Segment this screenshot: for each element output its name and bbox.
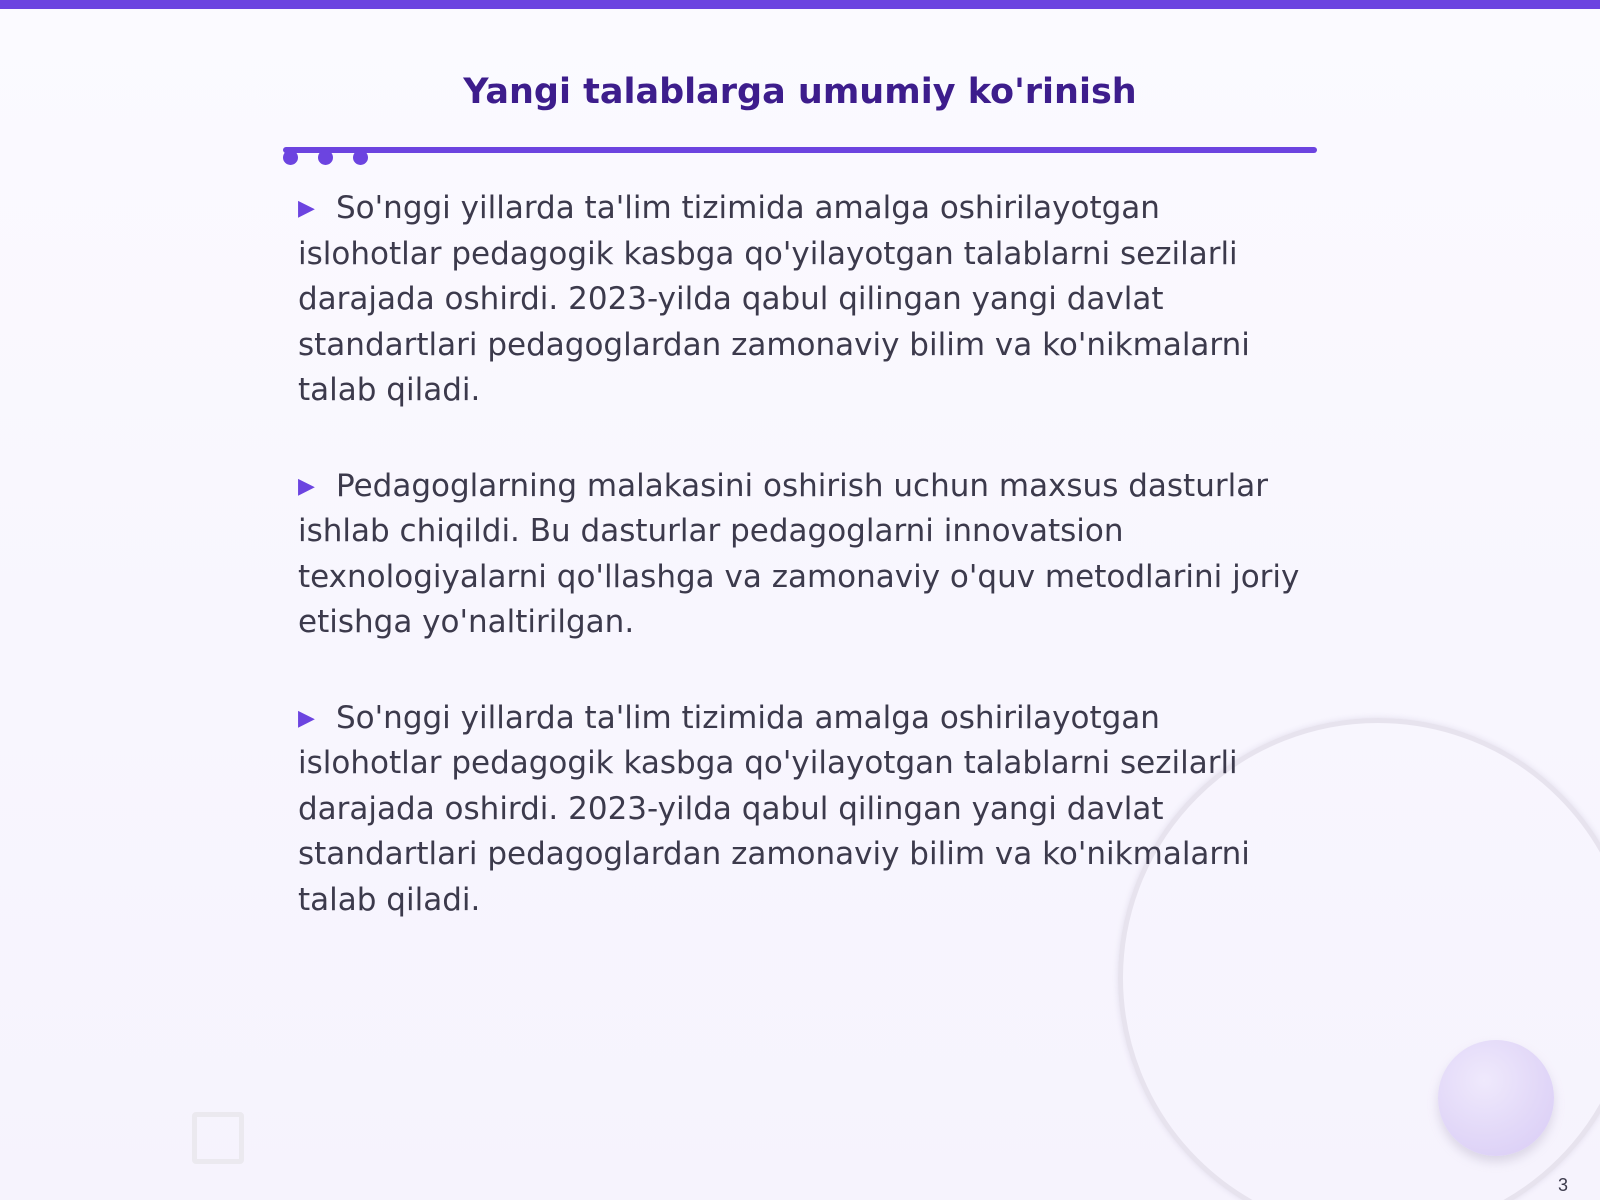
decorative-square: [192, 1112, 244, 1164]
bullet-text: So'nggi yillarda ta'lim tizimida amalga oshirilayotgan islohotlar pedagogik kasbga qo'yilayotgan talablarni sezilarli darajada oshirdi. 2023-yilda qabul qilingan yangi davlat standartlari pedagoglardan zamonaviy bilim va ko'nikmalarni talab qiladi.: [298, 699, 1250, 918]
bullet-text: So'nggi yillarda ta'lim tizimida amalga oshirilayotgan islohotlar pedagogik kasbga qo'yilayotgan talablarni sezilarli darajada oshirdi. 2023-yilda qabul qilingan yangi davlat standartlari pedagoglardan zamonaviy bilim va ko'nikmalarni talab qiladi.: [298, 190, 1250, 408]
bullet-text: Pedagoglarning malakasini oshirish uchun maxsus dasturlar ishlab chiqildi. Bu dasturlar pedagoglarni innovatsion texnologiyalarni qo'llashga va zamonaviy o'quv metodlarini joriy etishga yo'naltirilgan.: [298, 467, 1300, 640]
underline-dot: [318, 150, 333, 165]
underline-dot: [353, 150, 368, 165]
bullet-list: [298, 186, 1308, 973]
underline-dot: [283, 150, 298, 165]
bullet-arrow-icon: ▶: [298, 196, 315, 221]
bullet-arrow-icon: ▶: [298, 473, 315, 499]
bullet-item: [298, 464, 1308, 646]
page-number: 3: [1557, 1175, 1568, 1195]
bullet-item: [298, 696, 1308, 924]
bullet-arrow-icon: ▶: [298, 705, 315, 731]
title-underline-dots: [283, 150, 383, 166]
slide-title: Yangi talablarga umumiy ko'rinish: [463, 72, 1137, 112]
top-accent-bar: [0, 0, 1600, 9]
decorative-circle: [1438, 1040, 1554, 1156]
title-underline: [283, 147, 1317, 153]
bullet-item: [298, 186, 1308, 414]
